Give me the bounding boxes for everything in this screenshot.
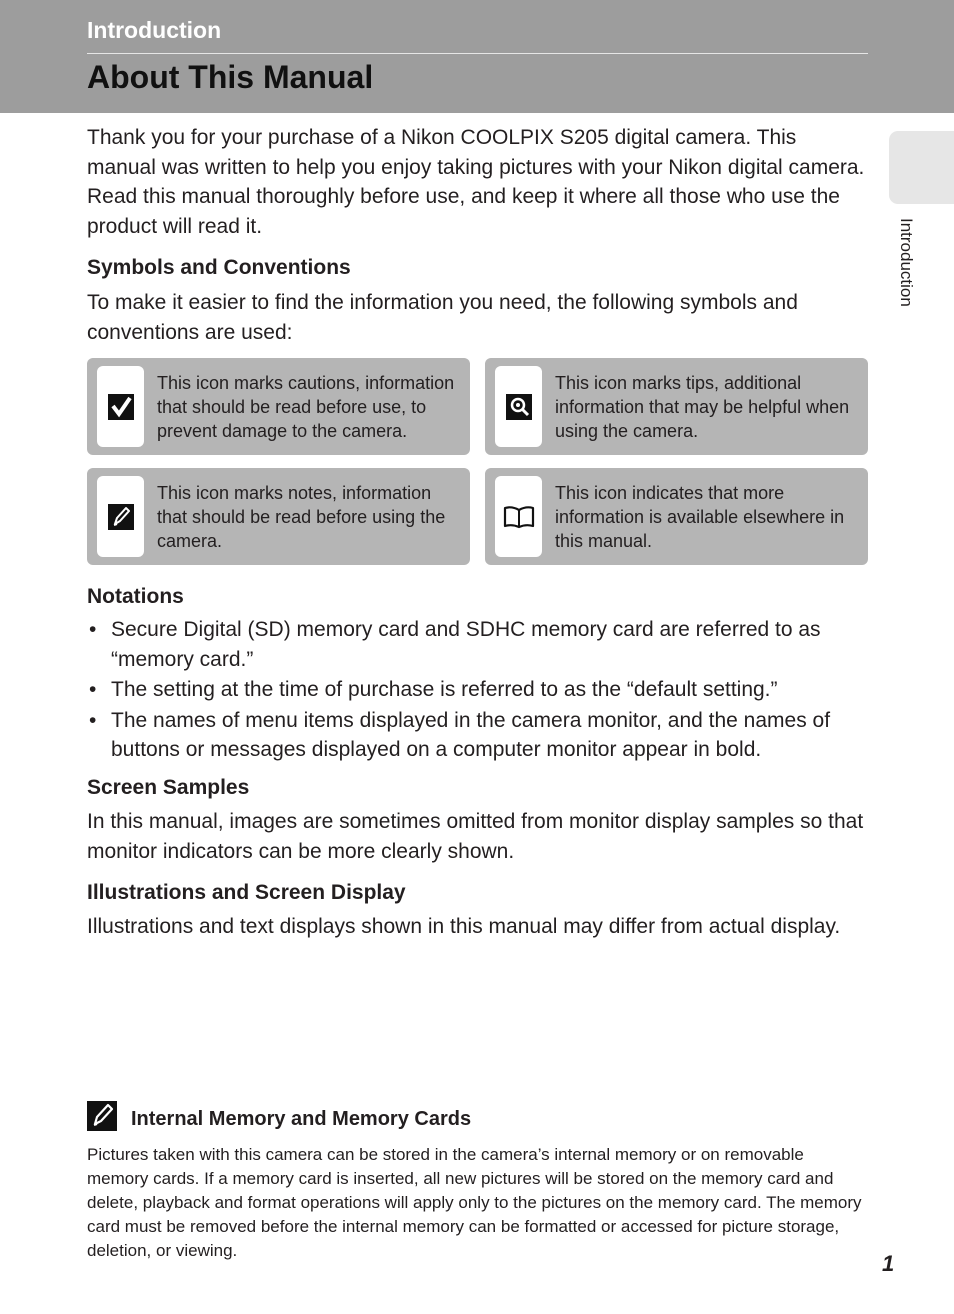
- symbols-heading: Symbols and Conventions: [87, 256, 351, 279]
- side-tab-label: Introduction: [897, 218, 916, 307]
- intro-paragraph: Thank you for your purchase of a Nikon COOLPIX S205 digital camera. This manual was written to help you enjoy taking pictures with your Nikon digital camera. Read this manual thoroughly before use, and keep it where all those who use the product will read it.: [87, 126, 865, 238]
- bullet: •: [89, 618, 97, 641]
- note-heading: Internal Memory and Memory Cards: [131, 1108, 472, 1130]
- screen-samples-paragraph: In this manual, images are sometimes omitted from monitor display samples so that monitor indicators can be more clearly shown.: [87, 810, 864, 863]
- icon-card: [97, 366, 144, 447]
- screen-samples-heading: Screen Samples: [87, 776, 250, 799]
- list-item: [87, 615, 867, 674]
- illustrations-heading: Illustrations and Screen Display: [87, 881, 406, 904]
- note-pencil-icon: [87, 1101, 117, 1131]
- illustrations-paragraph: Illustrations and text displays shown in this manual may differ from actual display.: [87, 915, 841, 938]
- note-paragraph: Pictures taken with this camera can be stored in the camera’s internal memory or on removable memory cards. If a memory card is inserted, all new pictures will be stored on the memory card and delete, playback and format operations will apply only to the pictures on the memory card. The memory card must be removed before the internal memory can be formatted or accessed for picture storage, deletion, or viewing.: [87, 1145, 862, 1260]
- bullet: •: [89, 708, 97, 732]
- tip-icon: [506, 394, 532, 420]
- symbol-box-text: This icon indicates that more information is available elsewhere in this manual.: [555, 482, 845, 551]
- header-band: [0, 0, 954, 113]
- icon-card: [495, 366, 542, 447]
- notations-list: [87, 615, 867, 766]
- note-pencil-icon: [108, 504, 134, 530]
- symbol-box-note: [87, 468, 470, 565]
- notations-heading: Notations: [87, 585, 184, 608]
- list-item-text: Secure Digital (SD) memory card and SDHC memory card are referred to as “memory card.”: [111, 618, 821, 671]
- list-item: [87, 706, 867, 765]
- icon-card: [495, 476, 542, 557]
- symbol-box-tip: [485, 358, 868, 455]
- symbol-box-caution: [87, 358, 470, 455]
- symbol-box-text: This icon marks tips, additional information that may be helpful when using the camera.: [555, 372, 850, 441]
- page-title: About This Manual: [87, 59, 374, 95]
- symbol-box-text: This icon marks notes, information that should be read before using the camera.: [157, 482, 446, 551]
- side-tab: [889, 131, 954, 204]
- list-item: [87, 675, 867, 705]
- symbol-box-reference: [485, 468, 868, 565]
- list-item-text: The setting at the time of purchase is referred to as the “default setting.”: [111, 678, 778, 701]
- bullet: •: [89, 678, 97, 701]
- icon-card: [97, 476, 144, 557]
- symbols-paragraph: To make it easier to find the information you need, the following symbols and conventions are used:: [87, 291, 798, 344]
- section-label: Introduction: [87, 17, 222, 43]
- header-rule: [87, 53, 868, 54]
- book-reference-icon: [502, 504, 536, 530]
- page-number: 1: [882, 1251, 895, 1276]
- list-item-text: The names of menu items displayed in the camera monitor, and the names of buttons or messages displayed on a computer monitor appear in bold.: [111, 708, 831, 761]
- caution-check-icon: [108, 394, 134, 420]
- symbol-box-text: This icon marks cautions, information that should be read before use, to prevent damage to the camera.: [157, 372, 455, 441]
